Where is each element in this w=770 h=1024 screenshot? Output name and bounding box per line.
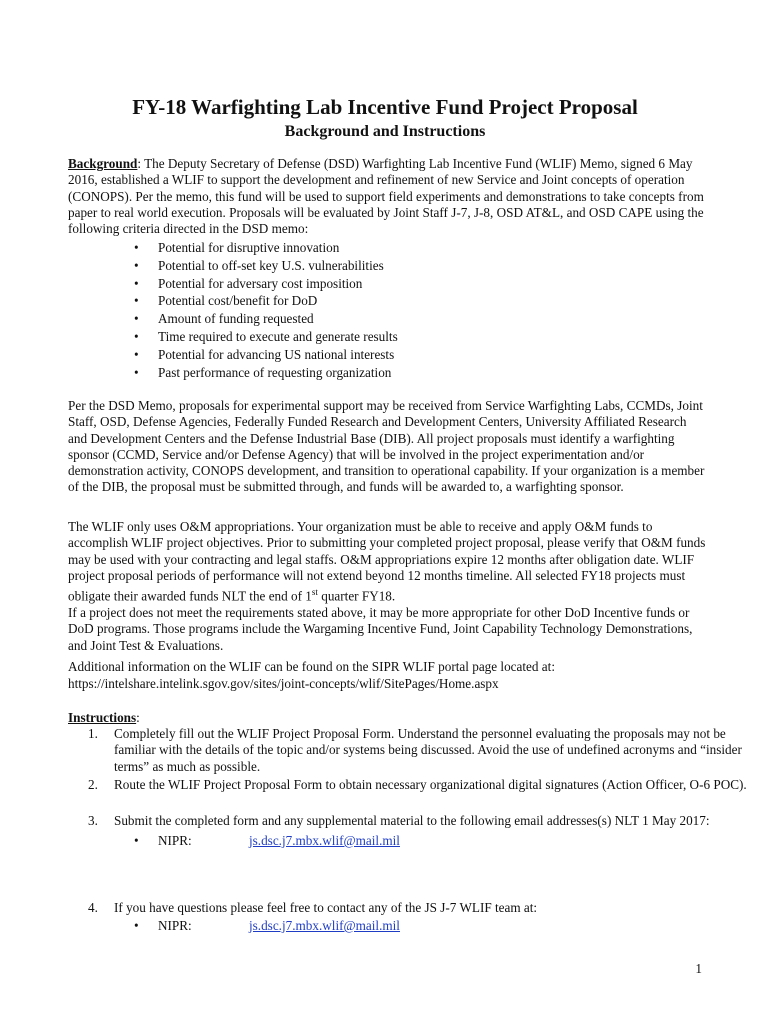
additional-info-paragraph: Additional information on the WLIF can be found on the SIPR WLIF portal page located at: xyxy=(68,659,555,674)
instruction-step-1 xyxy=(68,726,758,775)
page-number: 1 xyxy=(695,961,702,976)
om-text-end: quarter FY18. xyxy=(317,588,396,604)
criteria-item: • Potential to off-set key U.S. vulnerabilities xyxy=(130,257,630,275)
background-paragraph xyxy=(68,156,708,237)
criteria-list xyxy=(130,239,630,381)
step-number: 4. xyxy=(88,900,98,915)
step-number: 1. xyxy=(88,726,98,741)
om-paragraph xyxy=(68,519,708,605)
portal-url: https://intelshare.intelink.sgov.gov/sites/joint-concepts/wlif/SitePages/Home.aspx xyxy=(68,676,499,691)
page-subtitle: Background and Instructions xyxy=(284,123,486,140)
criteria-item: • Potential cost/benefit for DoD xyxy=(130,292,630,310)
dsd-memo-paragraph: Per the DSD Memo, proposals for experimental support may be received from Service Warfighting Labs, CCMDs, Joint Staff, OSD, Defense Agencies, Federally Funded Research and Development Centers, University Affiliated Research and Development Centers and the Defense Industrial Base (DIB). All project proposals must identify a warfighting sponsor (CCMD, Service and/or Defense Agency) that will be involved in the project experimentation and/or demonstration activity, CONOPS development, and transition to operational capability. If your organization is a member of the DIB, the proposal must be submitted through, and funds will be awarded to, a warfighting sponsor. xyxy=(68,398,705,495)
step-text: If you have questions please feel free to contact any of the JS J-7 WLIF team at: xyxy=(114,900,538,915)
nipr-label: NIPR: xyxy=(158,918,192,933)
instruction-step-3 xyxy=(68,813,758,829)
criteria-item: • Potential for disruptive innovation xyxy=(130,239,630,257)
instruction-step-2 xyxy=(68,777,758,793)
instructions-label: Instructions xyxy=(68,710,137,725)
criteria-item: • Potential for adversary cost imposition xyxy=(130,275,630,293)
criteria-item: • Time required to execute and generate results xyxy=(130,328,630,346)
requirements-paragraph: If a project does not meet the requirements stated above, it may be more appropriate for other DoD Incentive funds or DoD programs. Those programs include the Wargaming Incentive Fund, Joint Capability Technology Demonstrations, and Joint Test & Evaluations. xyxy=(68,605,693,653)
instructions-colon: : xyxy=(136,710,140,725)
background-text: : The Deputy Secretary of Defense (DSD) Warfighting Lab Incentive Fund (WLIF) Memo, signed 6 May 2016, established a WLIF to support the development and refinement of new Service and Joint concepts of operation (CONOPS). Per the memo, this fund will be used to support field experiments and demonstrations to take concepts from paper to real world execution. Proposals will be evaluated by Joint Staff J-7, J-8, OSD AT&L, and OSD CAPE using the following criteria directed in the DSD memo: xyxy=(68,156,704,237)
criteria-item: • Amount of funding requested xyxy=(130,310,630,328)
step-text: Route the WLIF Project Proposal Form to obtain necessary organizational digital signatures (Action Officer, O-6 POC). xyxy=(114,777,747,792)
bullet-icon: • xyxy=(134,833,139,848)
bullet-icon: • xyxy=(134,918,139,933)
nipr-label: NIPR: xyxy=(158,833,192,848)
nipr-email-link[interactable]: js.dsc.j7.mbx.wlif@mail.mil xyxy=(249,918,400,933)
om-text: The WLIF only uses O&M appropriations. Your organization must be able to receive and apply O&M funds to accomplish WLIF project objectives. Prior to submitting your completed project proposal, please verify that O&M funds may be used with your contracting and legal staffs. O&M appropriations expire 12 months after obligation date. WLIF project proposal periods of performance will not extend beyond 12 months timeline. All selected FY18 projects must obligate their awarded funds NLT the end of 1 xyxy=(68,519,706,604)
criteria-item: • Past performance of requesting organization xyxy=(130,364,630,382)
background-label: Background xyxy=(68,156,138,171)
step-number: 3. xyxy=(88,813,98,828)
om-superscript: st xyxy=(311,587,318,598)
instruction-step-4 xyxy=(68,900,758,916)
step-text: Completely fill out the WLIF Project Proposal Form. Understand the personnel evaluating the proposals may not be familiar with the details of the topic and/or systems being discussed. Avoid the use of undefined acronyms and “insider terms” as much as possible. xyxy=(114,726,742,774)
instructions-heading xyxy=(68,709,140,726)
step-number: 2. xyxy=(88,777,98,792)
page-title: FY-18 Warfighting Lab Incentive Fund Project Proposal xyxy=(132,95,638,119)
nipr-email-link[interactable]: js.dsc.j7.mbx.wlif@mail.mil xyxy=(249,833,400,848)
step-text: Submit the completed form and any supplemental material to the following email addresses(s) NLT 1 May 2017: xyxy=(114,813,710,828)
criteria-item: • Potential for advancing US national interests xyxy=(130,346,630,364)
